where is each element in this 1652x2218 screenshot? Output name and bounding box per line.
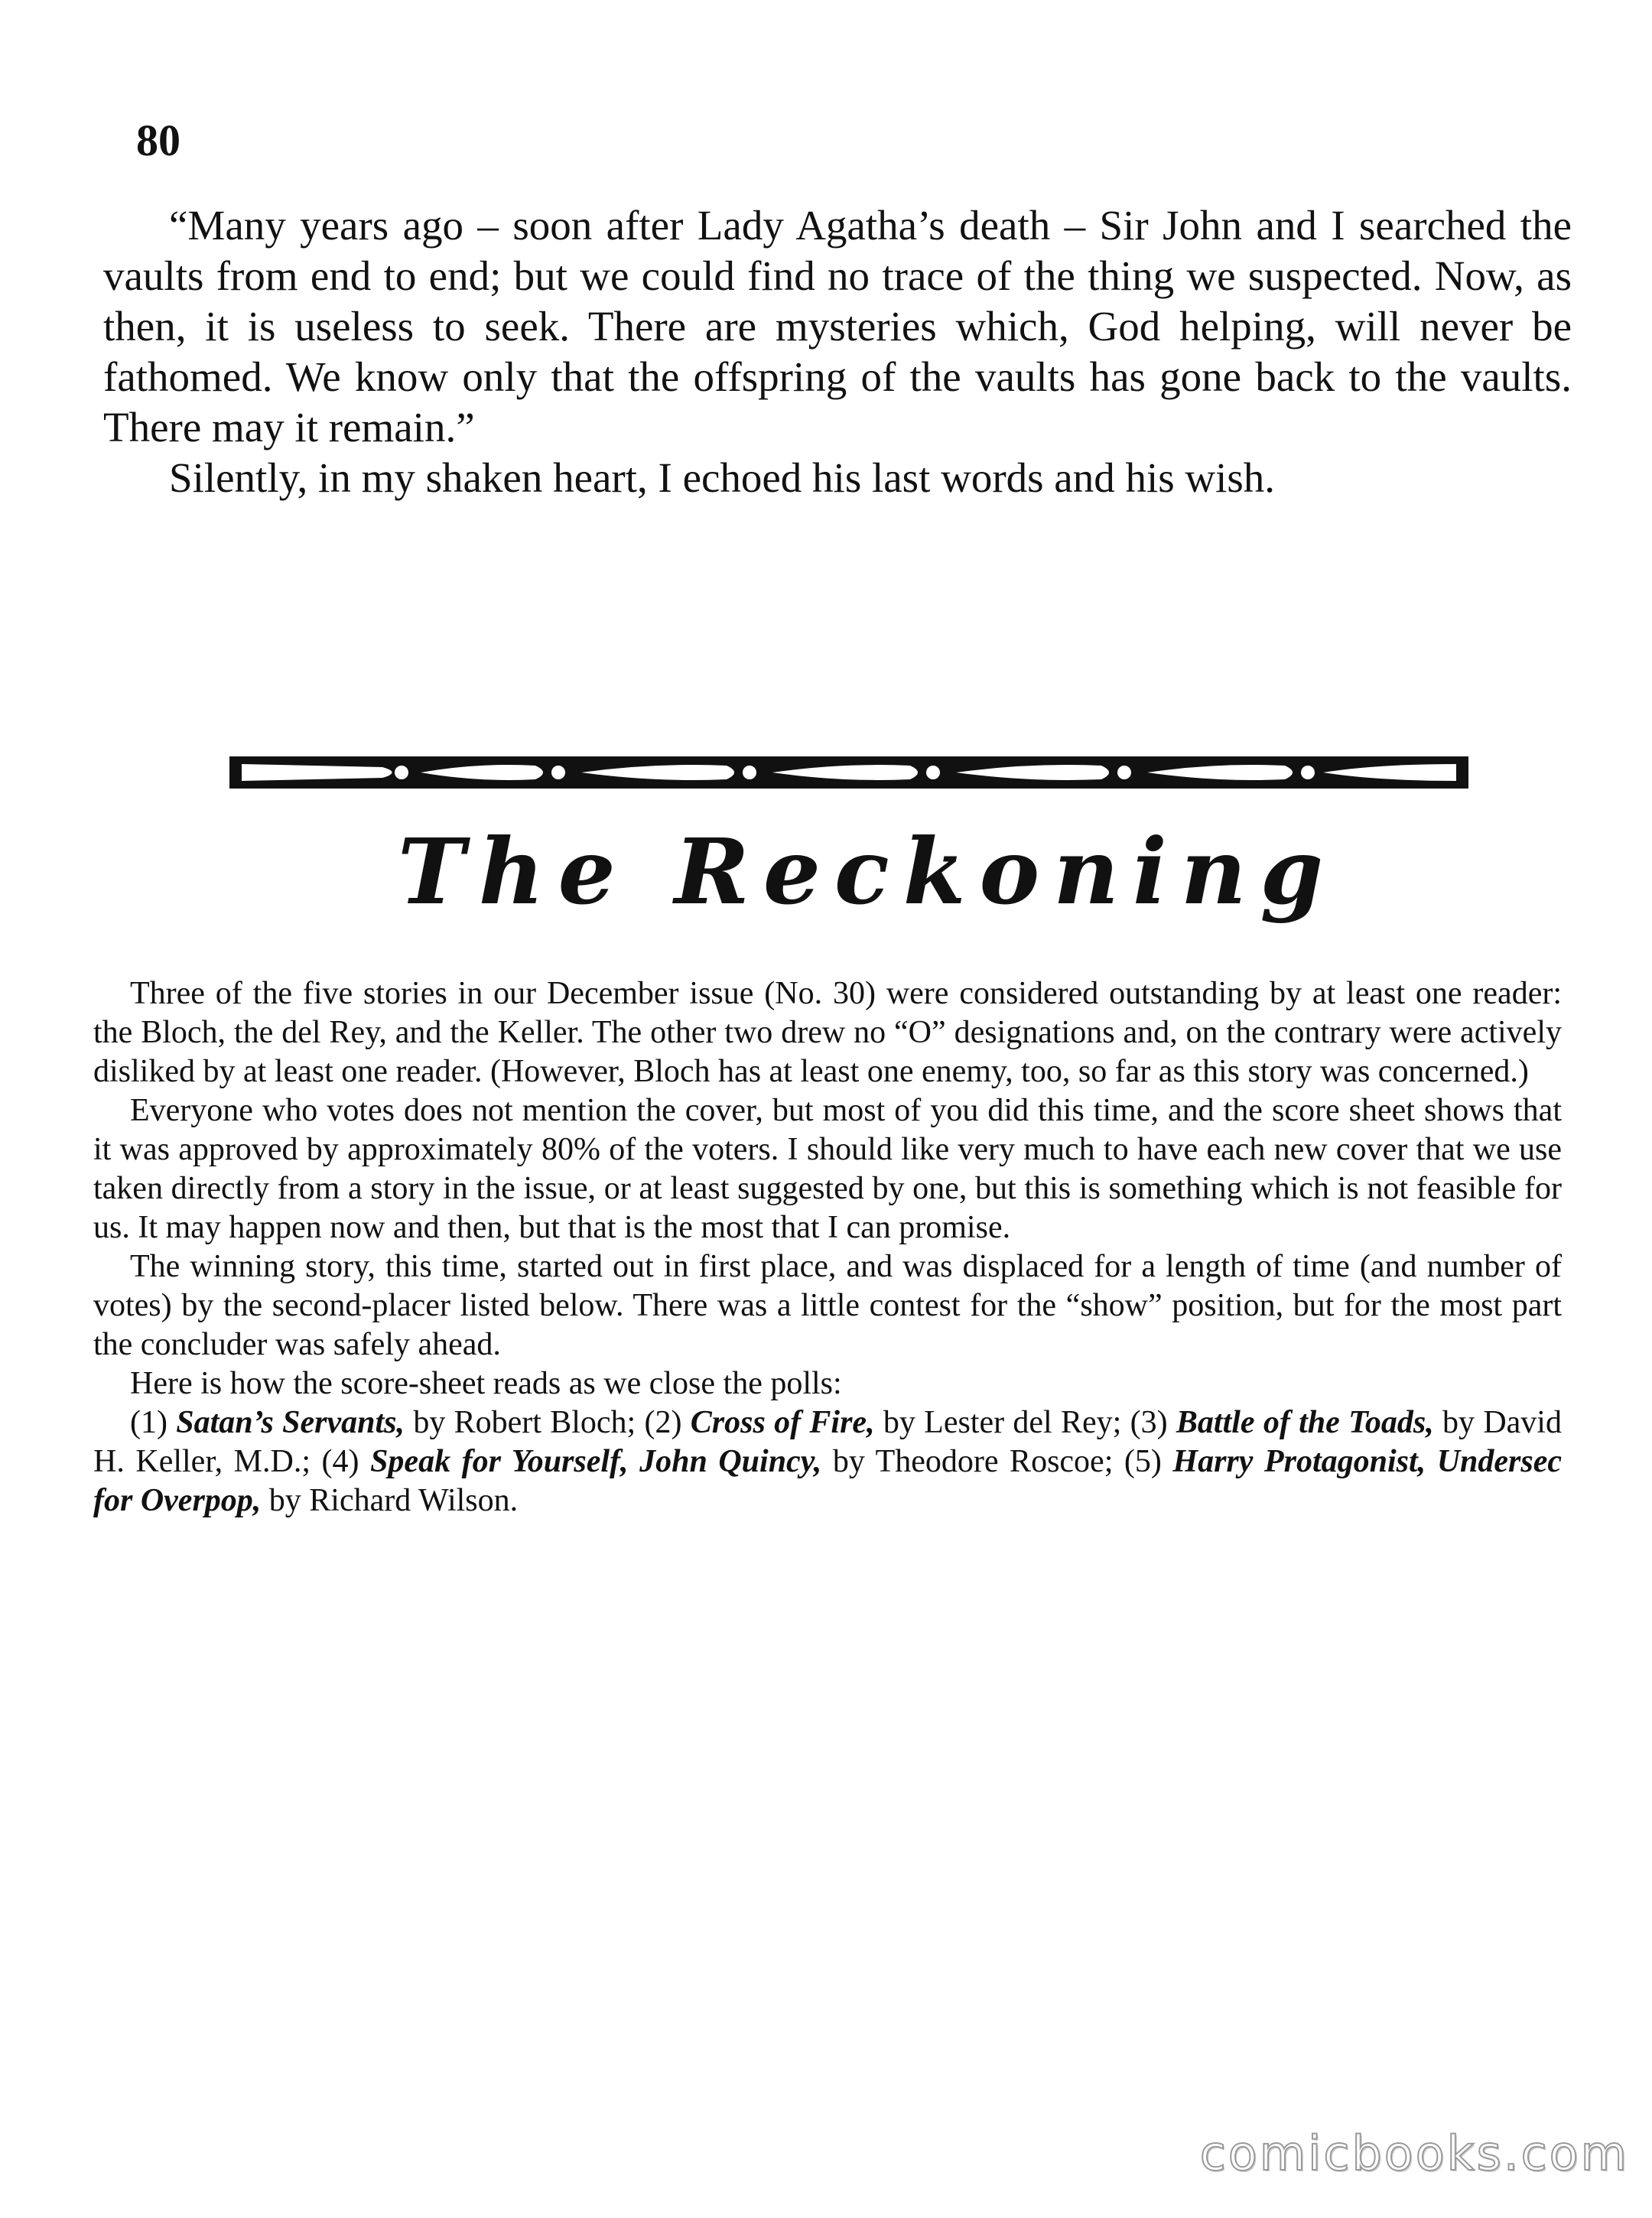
story-conclusion [103, 200, 1572, 503]
rank-number: (3) [1130, 1405, 1176, 1440]
story-author: by Richard Wilson. [261, 1483, 519, 1518]
story-title: Cross of Fire, [690, 1405, 875, 1440]
story-author: by Theodore Roscoe; [821, 1444, 1124, 1479]
rank-number: (5) [1124, 1444, 1173, 1479]
reckoning-column [93, 974, 1562, 1520]
reckoning-paragraph: The winning story, this time, started out in first place, and was displaced for a length of time (and number of votes) by the second-placer listed below. There was a little contest for the “show” position, but for the most part the concluder was safely ahead. [93, 1249, 1562, 1362]
rank-number: (1) [130, 1405, 177, 1440]
story-author: by Lester del Rey; [874, 1405, 1130, 1440]
rankings-list [93, 1403, 1562, 1520]
reckoning-paragraph: Everyone who votes does not mention the cover, but most of you did this time, and the score sheet shows that it was approved by approximately 80% of the voters. I should like very much to have each new cover that we use taken directly from a story in the issue, or at least suggested by one, but this is something which is not feasible for us. It may happen now and then, but that is the most that I can promise. [93, 1093, 1562, 1245]
story-title: Battle of the Toads, [1176, 1405, 1434, 1440]
story-paragraph: Silently, in my shaken heart, I echoed his last words and his wish. [169, 454, 1276, 501]
watermark: comicbooks.com [1199, 2125, 1629, 2181]
reckoning-paragraph: Here is how the score-sheet reads as we close the polls: [130, 1366, 842, 1401]
story-title: Speak for Yourself, John Quincy, [370, 1444, 822, 1479]
story-title: Harry Protagonist, Undersec for Overpop, [93, 1444, 1563, 1518]
page-number: 80 [136, 115, 180, 165]
story-author: by Robert Bloch; [405, 1405, 645, 1440]
section-title: The Reckoning [398, 818, 1338, 925]
story-paragraph: “Many years ago – soon after Lady Agatha’s death – Sir John and I searched the vaults from end to end; but we could find no trace of the thing we suspected. Now, as then, it is useless to seek. There are mysteries which, God helping, will never be fathomed. We know only that the offspring of the vaults has gone back to the vaults. There may it remain.” [103, 202, 1572, 450]
rank-number: (4) [321, 1444, 371, 1479]
rank-number: (2) [644, 1405, 691, 1440]
reckoning-paragraph: Three of the five stories in our December issue (No. 30) were considered outstanding by at least one reader: the Bloch, the del Rey, and the Keller. The other two drew no “O” designations and, on the contrary were actively disliked by at least one reader. (However, Bloch has at least one enemy, too, so far as this story was concerned.) [93, 976, 1562, 1089]
story-title: Satan’s Servants, [176, 1405, 405, 1440]
ornamental-divider [229, 746, 1468, 799]
story-author: by David H. Keller, M.D.; [93, 1405, 1562, 1479]
